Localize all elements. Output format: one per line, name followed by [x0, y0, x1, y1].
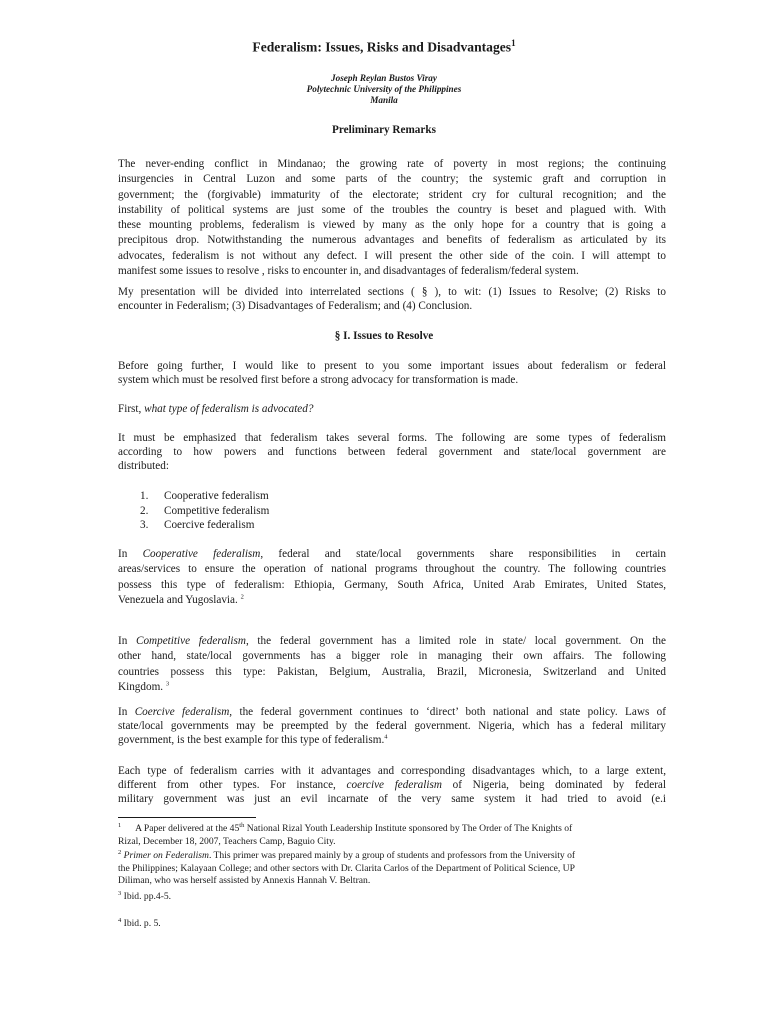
list-item: 2. Competitive federalism — [140, 504, 270, 517]
footnote-4: $^4$ Ibid. p. 5. — [118, 916, 161, 929]
paragraph-before: Before going further, I would like to present to you some important issues about federalism or federal system which must be resolved first before a strong advocacy for transformation is made. — [118, 360, 666, 386]
footnote-1: $^1$ A Paper delivered at the 45th National Rizal Youth Leadership Institute sponsored by The Order of The Knights of Rizal, December 18, 2007, Teachers Camp, Baguio City. — [118, 821, 573, 847]
author-name: Joseph Reylan Bustos Viray — [331, 73, 437, 83]
author-affiliation: Polytechnic University of the Philippines — [306, 84, 462, 94]
footnote-ref-1[interactable]: 1 — [511, 38, 516, 48]
footnote-separator — [118, 817, 256, 818]
paragraph-each-type: Each type of federalism carries with it advantages and corresponding disadvantages which, to a large extent, different from other types. For instance, coercive federalism of Nigeria, being dominated by federal military government was just an evil incarnate of the very same system it had tried to avoid (e.i — [118, 765, 667, 805]
heading-preliminary-remarks: Preliminary Remarks — [332, 124, 436, 136]
list-item: 3. Coercive federalism — [140, 519, 255, 532]
federalism-types-list — [140, 489, 540, 533]
footnote-ref-4[interactable]: 4 — [384, 733, 388, 741]
footnote-ref-3[interactable]: 3 — [165, 680, 170, 688]
author-block — [0, 73, 768, 106]
paragraph-competitive: In Competitive federalism, the federal government has a limited role in state/ local government. On the other hand, state/local governments has a bigger role in managing their own affairs. The following countries possess this type: Pakistan, Belgium, Australia, Brazil, Micronesia, Switzerland and United Kingdom. $^3$ — [118, 635, 666, 693]
paragraph-first-question: First, what type of federalism is advocated? — [118, 403, 314, 415]
author-city: Manila — [370, 95, 398, 105]
footnote-ref-2[interactable]: 2 — [240, 593, 244, 601]
paragraph-cooperative: In Cooperative federalism, federal and state/local governments share responsibilities in certain areas/services to ensure the operation of national programs throughout the country. The following countries possess this type of federalism: Ethiopia, Germany, South Africa, United Arab Emirates, United States, Venezuela and Yugoslavia. $^2$ — [118, 548, 666, 606]
footnote-2: $^2$ Primer on Federalism. This primer was prepared mainly by a group of students and professors from the University of the Philippines; Kalayaan College; and other sectors with Dr. Clarita Carlos of the Department of Political Science, UP Diliman, who was herself assisted by Annexis Hannah V. Beltran. — [118, 848, 576, 887]
paragraph-forms: It must be emphasized that federalism takes several forms. The following are some types of federalism according to how powers and functions between federal government and state/local government are distributed: — [118, 432, 666, 472]
paragraph-coercive: In Coercive federalism, the federal government continues to ‘direct’ both national and state policy. Laws of state/local governments may be preempted by the federal government. Nigeria, which has a federal military government, is the best example for this type of federalism.$^4$ — [118, 706, 666, 746]
document-title: Federalism: Issues, Risks and Disadvantages$^1$ — [252, 38, 516, 55]
paragraph-outline: My presentation will be divided into interrelated sections ( § ), to wit: (1) Issues to Resolve; (2) Risks to encounter in Federalism; (3) Disadvantages of Federalism; and (4) Conclusion. — [118, 286, 666, 312]
question-text: what type of federalism is advocated? — [144, 403, 314, 415]
heading-section-1: § I. Issues to Resolve — [334, 330, 434, 342]
paragraph-intro: The never-ending conflict in Mindanao; the growing rate of poverty in most regions; the continuing insurgencies in Central Luzon and some parts of the country; the systemic graft and corruption in government; the (forgivable) immaturity of the electorate; strident cry for cultural recognition; and the instability of political systems are just some of the troubles the country is beset and plagued with. With these mounting problems, federalism is viewed by many as the only hope for a country that is going a precipitous drop. Notwithstanding the numerous advantages and benefits of federalism as articulated by its advocates, federalism is not without any defect. I will present the other side of the coin. I will attempt to manifest some issues to resolve , risks to encounter in, and disadvantages of federalism/federal system. — [118, 158, 666, 278]
list-item: 1. Cooperative federalism — [140, 490, 269, 502]
footnote-3: $^3$ Ibid. pp.4-5. — [118, 889, 172, 902]
